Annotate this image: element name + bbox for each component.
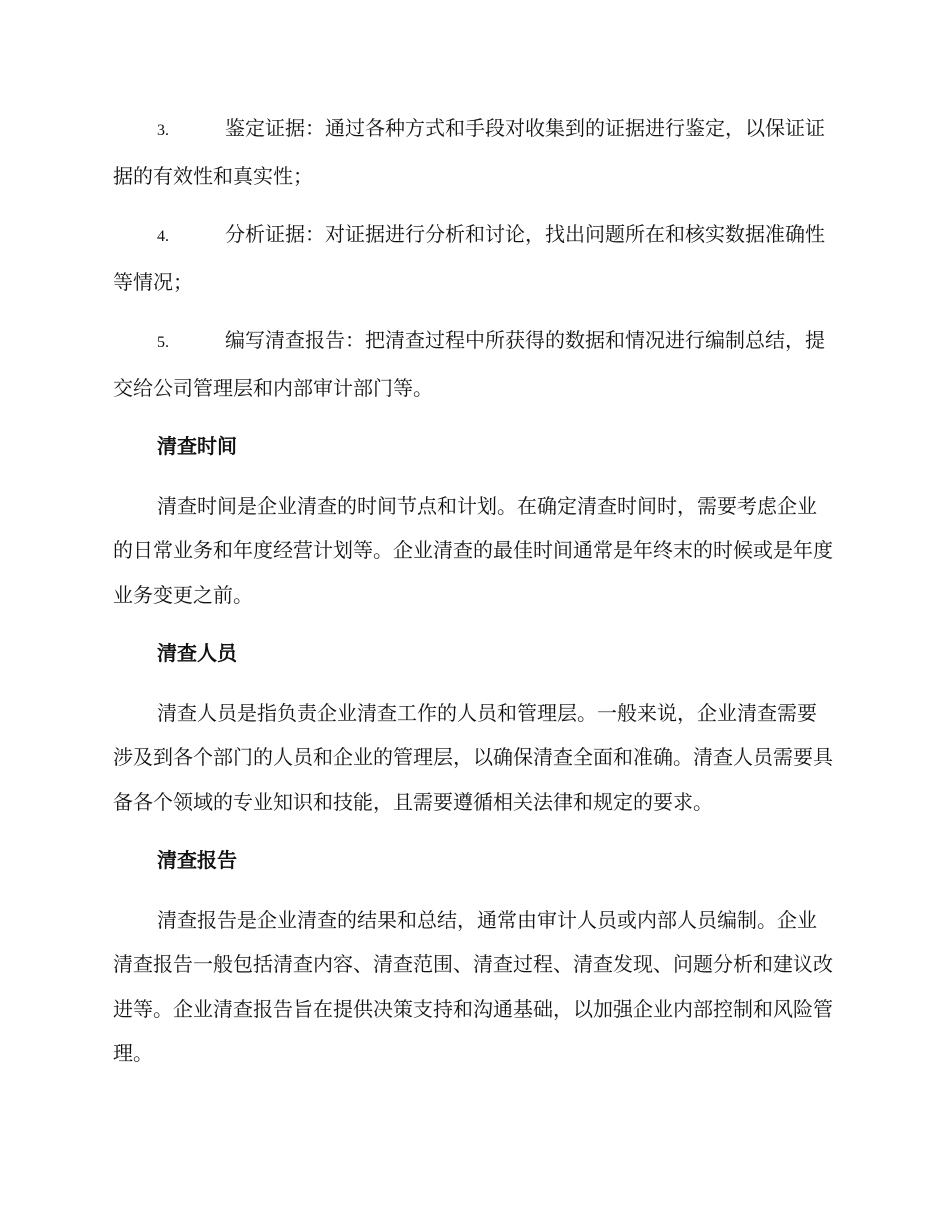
section-heading: 清查报告 bbox=[157, 848, 237, 872]
section-paragraph: 清查人员是指负责企业清查工作的人员和管理层。一般来说，企业清查需要涉及到各个部门的人员和企业的管理层，以确保清查全面和准确。清查人员需要具备各个领域的专业知识和技能，且需要遵循相关法律和规定的要求。 bbox=[113, 700, 833, 814]
list-item-number: 3. bbox=[157, 122, 169, 139]
section-paragraph: 清查报告是企业清查的结果和总结，通常由审计人员或内部人员编制。企业清查报告一般包括清查内容、清查范围、清查过程、清查发现、问题分析和建议改进等。企业清查报告旨在提供决策支持和沟通基础，以加强企业内部控制和风险管理。 bbox=[113, 907, 833, 1065]
section-paragraph: 清查时间是企业清查的时间节点和计划。在确定清查时间时，需要考虑企业的日常业务和年度经营计划等。企业清查的最佳时间通常是年终末的时候或是年度业务变更之前。 bbox=[113, 493, 833, 607]
list-item-number: 5. bbox=[157, 334, 169, 351]
document-body bbox=[113, 106, 833, 1090]
list-item bbox=[113, 212, 833, 304]
list-item bbox=[113, 318, 833, 410]
section-heading: 清查人员 bbox=[157, 641, 237, 665]
list-item-text: 分析证据：对证据进行分析和讨论，找出问题所在和核实数据准确性等情况； bbox=[113, 222, 825, 294]
list-item-number: 4. bbox=[157, 228, 169, 245]
list-item-text: 鉴定证据：通过各种方式和手段对收集到的证据进行鉴定，以保证证据的有效性和真实性； bbox=[113, 116, 825, 188]
list-item-text: 编写清查报告：把清查过程中所获得的数据和情况进行编制总结，提交给公司管理层和内部审计部门等。 bbox=[113, 328, 825, 400]
section-heading: 清查时间 bbox=[157, 434, 237, 458]
list-item bbox=[113, 106, 833, 198]
